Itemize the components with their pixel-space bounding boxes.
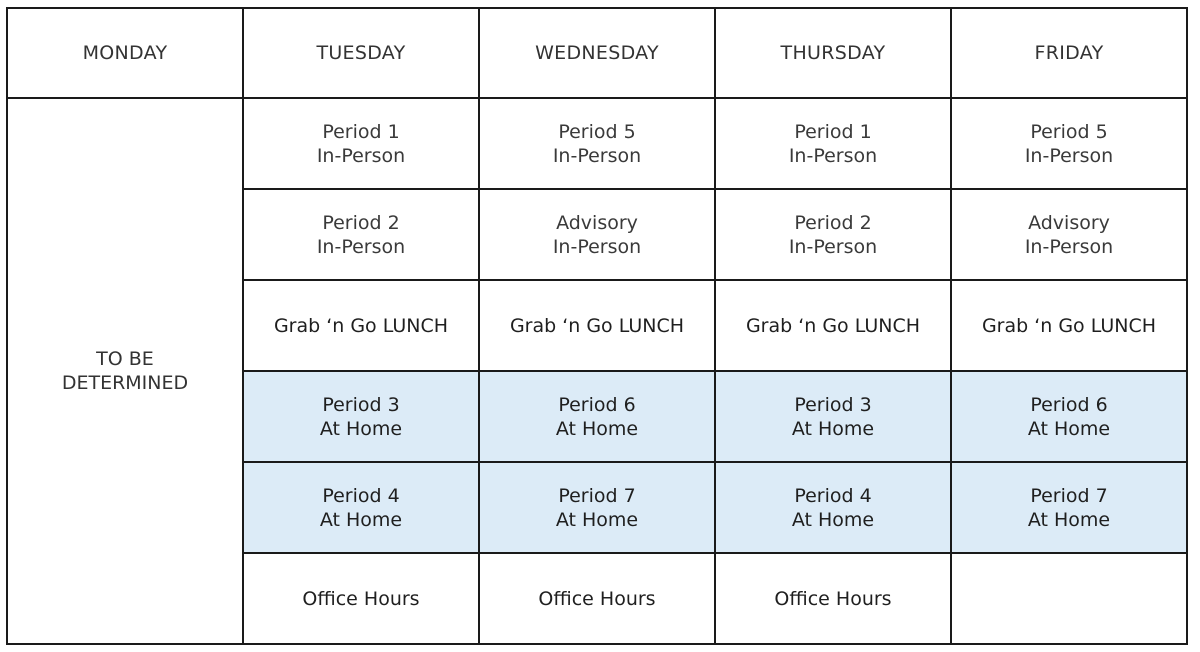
slot-tuesday-row2: [243, 189, 479, 280]
slot-period: Period 2: [794, 211, 872, 234]
lunch-cell-tuesday: Grab ‘n Go LUNCH: [243, 280, 479, 371]
slot-thursday-row2: [715, 189, 951, 280]
slot-tuesday-row5: [243, 462, 479, 553]
slot-mode: In-Person: [552, 144, 642, 167]
office-hours-thursday: Office Hours: [715, 553, 951, 644]
slot-friday-row4: [951, 371, 1187, 462]
slot-mode: At Home: [1027, 417, 1111, 440]
day-header-row: [7, 8, 1187, 98]
day-header-tuesday: TUESDAY: [243, 8, 479, 98]
slot-period: Period 7: [558, 484, 636, 507]
lunch-cell-thursday: Grab ‘n Go LUNCH: [715, 280, 951, 371]
slot-mode: At Home: [319, 508, 403, 531]
slot-period: Period 4: [794, 484, 872, 507]
slot-mode: In-Person: [1024, 144, 1114, 167]
slot-period: Period 1: [322, 120, 400, 143]
slot-thursday-row4: [715, 371, 951, 462]
slot-tuesday-row4: [243, 371, 479, 462]
slot-period: Period 7: [1030, 484, 1108, 507]
slot-period: Period 6: [1030, 393, 1108, 416]
slot-mode: At Home: [1027, 508, 1111, 531]
slot-mode: In-Person: [552, 235, 642, 258]
slot-thursday-row1: [715, 98, 951, 189]
slot-period: Period 1: [794, 120, 872, 143]
slot-mode: At Home: [555, 508, 639, 531]
day-header-wednesday: WEDNESDAY: [479, 8, 715, 98]
slot-mode: At Home: [319, 417, 403, 440]
slot-period: Period 5: [1030, 120, 1108, 143]
monday-line-2: DETERMINED: [61, 372, 189, 394]
slot-mode: In-Person: [316, 235, 406, 258]
slot-mode: At Home: [791, 508, 875, 531]
slot-period: Period 5: [558, 120, 636, 143]
slot-mode: At Home: [791, 417, 875, 440]
lunch-cell-wednesday: Grab ‘n Go LUNCH: [479, 280, 715, 371]
slot-tuesday-row1: [243, 98, 479, 189]
office-hours-wednesday: Office Hours: [479, 553, 715, 644]
slot-wednesday-row1: [479, 98, 715, 189]
slot-period: Advisory: [1028, 211, 1110, 234]
monday-tbd-cell: [7, 98, 243, 644]
slot-mode: In-Person: [788, 235, 878, 258]
slot-friday-row1: [951, 98, 1187, 189]
empty-cell-friday: [951, 553, 1187, 644]
slot-period: Period 3: [794, 393, 872, 416]
day-header-monday: MONDAY: [7, 8, 243, 98]
slot-wednesday-row2: [479, 189, 715, 280]
slot-thursday-row5: [715, 462, 951, 553]
slot-mode: In-Person: [1024, 235, 1114, 258]
office-hours-tuesday: Office Hours: [243, 553, 479, 644]
slot-period: Period 6: [558, 393, 636, 416]
weekly-schedule-table: [6, 7, 1188, 645]
slot-mode: In-Person: [316, 144, 406, 167]
monday-line-1: TO BE: [96, 348, 154, 370]
slot-mode: At Home: [555, 417, 639, 440]
slot-period: Period 3: [322, 393, 400, 416]
slot-wednesday-row5: [479, 462, 715, 553]
lunch-cell-friday: Grab ‘n Go LUNCH: [951, 280, 1187, 371]
slot-period: Advisory: [556, 211, 638, 234]
schedule-row-1: [7, 98, 1187, 189]
slot-period: Period 2: [322, 211, 400, 234]
slot-mode: In-Person: [788, 144, 878, 167]
day-header-thursday: THURSDAY: [715, 8, 951, 98]
slot-wednesday-row4: [479, 371, 715, 462]
slot-period: Period 4: [322, 484, 400, 507]
slot-friday-row2: [951, 189, 1187, 280]
slot-friday-row5: [951, 462, 1187, 553]
day-header-friday: FRIDAY: [951, 8, 1187, 98]
